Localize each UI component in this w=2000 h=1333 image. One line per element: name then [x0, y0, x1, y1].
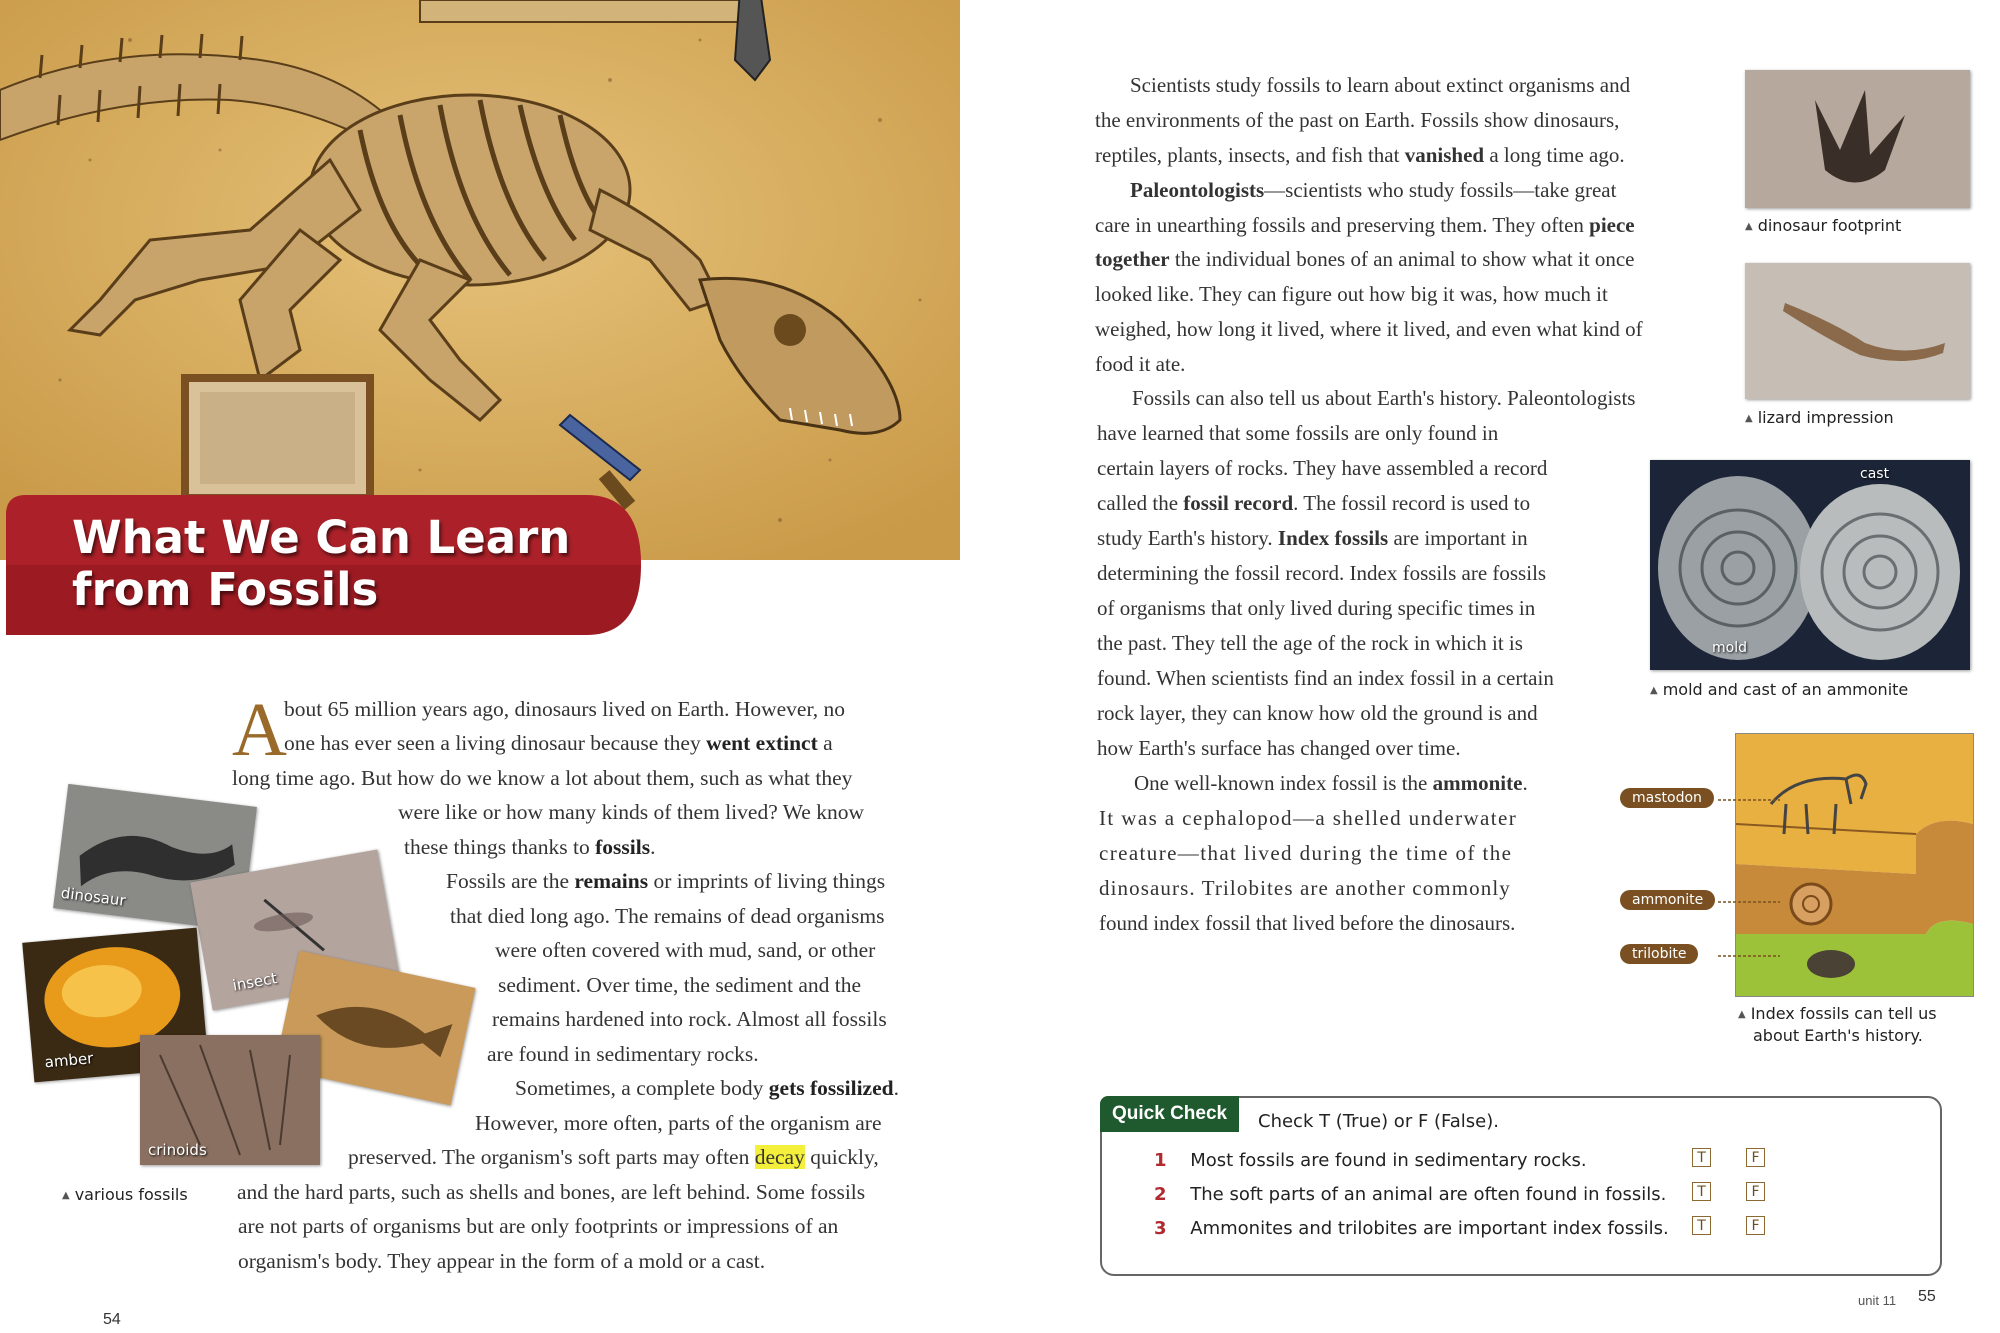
body-line: how Earth's surface has changed over time. — [1097, 736, 1461, 760]
body-line: remains hardened into rock. Almost all fossils — [492, 1007, 887, 1031]
triangle-icon: ▲ — [1745, 221, 1753, 232]
photo-label-insect: insect — [231, 969, 279, 995]
term-index-fossils: Index fossils — [1277, 526, 1389, 550]
triangle-icon: ▲ — [1650, 685, 1658, 696]
body-line: organism's body. They appear in the form of a mold or a cast. — [238, 1249, 766, 1273]
false-checkbox-3[interactable]: F — [1746, 1216, 1765, 1235]
body-line: were like or how many kinds of them lived? We know — [398, 800, 864, 824]
quick-check-item: 2 The soft parts of an animal are often found in fossils. — [1154, 1184, 1667, 1205]
quick-check-instruction: Check T (True) or F (False). — [1258, 1111, 1499, 1132]
body-line: food it ate. — [1095, 352, 1186, 376]
body-line: are found in sedimentary rocks. — [487, 1042, 759, 1066]
label-ammonite: ammonite — [1620, 890, 1715, 910]
label-mold: mold — [1712, 640, 1747, 656]
body-line: Sometimes, a complete body gets fossilized. — [515, 1076, 899, 1100]
caption-dinosaur-footprint: ▲ dinosaur footprint — [1745, 216, 1902, 235]
caption-index-fossils: ▲ Index fossils can tell us about Earth's history. — [1738, 1004, 1937, 1045]
term-vanished: vanished — [1404, 143, 1485, 167]
photo-label-amber: amber — [43, 1049, 95, 1072]
body-line: rock layer, they can know how old the ground is and — [1097, 701, 1538, 725]
body-line: Scientists study fossils to learn about extinct organisms and — [1130, 73, 1631, 97]
term-remains: remains — [574, 869, 649, 893]
body-line: looked like. They can figure out how big it was, how much it — [1095, 282, 1608, 306]
label-trilobite: trilobite — [1620, 944, 1698, 964]
quick-check-badge: Quick Check — [1100, 1096, 1239, 1132]
body-line: creature—that lived during the time of the — [1099, 841, 1513, 865]
body-line: the past. They tell the age of the rock in which it is — [1097, 631, 1523, 655]
term-ammonite: ammonite — [1432, 771, 1523, 795]
body-line: preserved. The organism's soft parts may often decay quickly, — [348, 1145, 879, 1169]
term-fossils: fossils — [595, 835, 651, 859]
body-line: However, more often, parts of the organism are — [475, 1111, 882, 1135]
caption-various-fossils: ▲ various fossils — [62, 1185, 188, 1204]
body-line: of organisms that only lived during specific times in — [1097, 596, 1536, 620]
body-line: and the hard parts, such as shells and bones, are left behind. Some fossils — [237, 1180, 866, 1204]
body-line: long time ago. But how do we know a lot about them, such as what they — [232, 766, 853, 790]
false-checkbox-1[interactable]: F — [1746, 1148, 1765, 1167]
ammonite-mold-cast-photo — [1650, 460, 1970, 670]
true-checkbox-3[interactable]: T — [1692, 1216, 1711, 1235]
body-line: It was a cephalopod—a shelled underwater — [1099, 806, 1518, 830]
body-line: called the fossil record. The fossil record is used to — [1097, 491, 1531, 515]
body-line: were often covered with mud, sand, or other — [495, 938, 876, 962]
fossil-dig-illustration — [0, 0, 960, 560]
diagram-leader-lines — [1700, 790, 1780, 970]
dinosaur-footprint-photo — [1745, 70, 1970, 208]
true-checkbox-1[interactable]: T — [1692, 1148, 1711, 1167]
label-mastodon: mastodon — [1620, 788, 1714, 808]
title-banner — [6, 490, 646, 640]
body-line: found index fossil that lived before the dinosaurs. — [1099, 911, 1516, 935]
drop-cap: A — [232, 688, 287, 772]
crinoids-fossil-photo — [140, 1035, 320, 1165]
body-line: Fossils are the remains or imprints of living things — [446, 869, 886, 893]
label-cast: cast — [1860, 466, 1890, 482]
quick-check-box — [1100, 1096, 1942, 1276]
triangle-icon: ▲ — [1745, 413, 1753, 424]
body-line: together the individual bones of an animal to show what it once — [1095, 247, 1635, 271]
lizard-impression-photo — [1745, 263, 1970, 399]
term-gets-fossilized: gets fossilized — [768, 1076, 894, 1100]
body-line: determining the fossil record. Index fossils are fossils — [1097, 561, 1547, 585]
body-line: certain layers of rocks. They have assembled a record — [1097, 456, 1548, 480]
body-line: reptiles, plants, insects, and fish that vanished a long time ago. — [1095, 143, 1625, 167]
quick-check-item: 3 Ammonites and trilobites are important index fossils. — [1154, 1218, 1669, 1239]
term-went-extinct: went extinct — [706, 731, 818, 755]
body-line: Paleontologists—scientists who study fossils—take great — [1130, 178, 1617, 202]
triangle-icon: ▲ — [62, 1190, 70, 1201]
body-line: study Earth's history. Index fossils are important in — [1097, 526, 1528, 550]
photo-label-dinosaur: dinosaur — [59, 883, 127, 910]
caption-ammonite: ▲ mold and cast of an ammonite — [1650, 680, 1909, 699]
body-line: weighed, how long it lived, where it lived, and even what kind of — [1095, 317, 1643, 341]
body-line: these things thanks to fossils. — [404, 835, 656, 859]
false-checkbox-2[interactable]: F — [1746, 1182, 1765, 1201]
body-line: one has ever seen a living dinosaur because they went extinct a — [284, 731, 833, 755]
body-line: care in unearthing fossils and preserving them. They often piece — [1095, 213, 1635, 237]
body-line: dinosaurs. Trilobites are another commonly — [1099, 876, 1511, 900]
photo-label-crinoids: crinoids — [148, 1141, 207, 1159]
body-line: the environments of the past on Earth. Fossils show dinosaurs, — [1095, 108, 1620, 132]
term-decay-highlighted: decay — [754, 1145, 805, 1169]
term-paleontologists: Paleontologists — [1130, 178, 1265, 202]
body-line: are not parts of organisms but are only footprints or impressions of an — [238, 1214, 839, 1238]
body-line: bout 65 million years ago, dinosaurs lived on Earth. However, no — [284, 697, 846, 721]
page-number-right: 55 — [1918, 1288, 1936, 1305]
term-piece: piece — [1589, 213, 1635, 237]
body-line: found. When scientists find an index fossil in a certain — [1097, 666, 1554, 690]
term-fossil-record: fossil record — [1183, 491, 1294, 515]
quick-check-item: 1 Most fossils are found in sedimentary rocks. — [1154, 1150, 1587, 1171]
body-line: that died long ago. The remains of dead organisms — [450, 904, 885, 928]
body-line: One well-known index fossil is the ammonite. — [1134, 771, 1528, 795]
triangle-icon: ▲ — [1738, 1009, 1746, 1020]
hero-illustration — [0, 0, 960, 560]
true-checkbox-2[interactable]: T — [1692, 1182, 1711, 1201]
unit-label: unit 11 — [1858, 1293, 1897, 1308]
body-line: sediment. Over time, the sediment and the — [498, 973, 862, 997]
term-together: together — [1095, 247, 1170, 271]
body-line: have learned that some fossils are only found in — [1097, 421, 1499, 445]
body-line: Fossils can also tell us about Earth's history. Paleontologists — [1132, 386, 1636, 410]
page-title: What We Can Learn — [72, 511, 571, 564]
page-title-line2: from Fossils — [72, 563, 379, 616]
caption-lizard-impression: ▲ lizard impression — [1745, 408, 1894, 427]
page-number-left: 54 — [103, 1311, 121, 1328]
